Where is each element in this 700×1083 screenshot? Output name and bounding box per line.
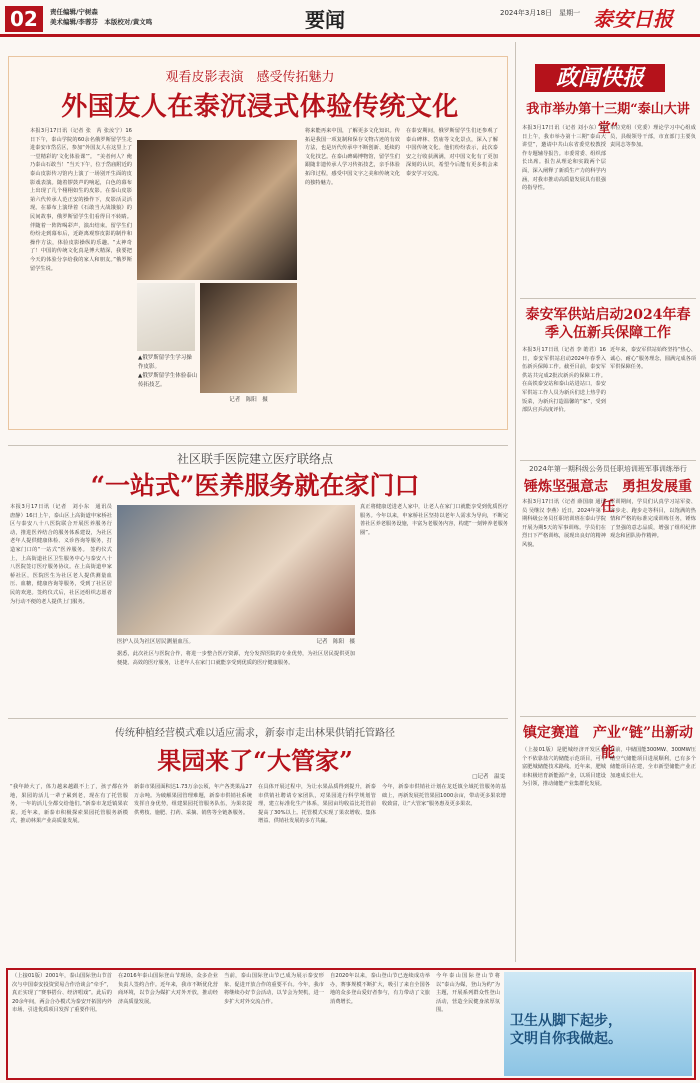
editors-credit [50,7,152,27]
news3-body-2: 军训期间，学员们认真学习站军姿、齐步走、跑步走等科目，以饱满的热情和严格的标准完成训练任务，锤炼了坚强的意志品质，增强了组织纪律观念和团队协作精神。 [610,499,696,540]
news4-body-2: 目前，中储国能300MW、300MW压缩空气储能项目进展顺利，已有多个储能项目在建，全市新型储能产业正加速成长壮大。 [610,747,696,779]
ad-line-1: 卫生从脚下起步， [510,1013,622,1029]
bottom-column-5: 今年泰山国际登山节将以“泰山为媒，登山为约”为主题，开展系列群众性登山活动，营造全民健身浓厚氛围。 [436,973,500,1014]
news2-body-2: 近年来，泰安军供站始终坚持“热心、诚心、耐心”服务理念，圆满完成各项军供保障任务。 [610,347,696,371]
header-rule [0,34,700,37]
caption-medical: 医护人员为社区居民测量血压。 [117,639,195,645]
medical-body-2: 据悉，此次社区与医院合作，将进一步整合医疗资源，充分发挥医院的专业优势，为社区居民提供更加便捷、高效的医疗服务，让老年人在家门口就能享受到优质的医疗健康服务。 [117,651,355,666]
medical-headline: “一站式”医养服务就在家门口 [90,471,420,500]
photo-credit: 记者 陈阳 摄 [229,397,268,403]
orchard-kicker: 传统种植经营模式难以适应需求，新泰市走出林果供销托管路径 [115,728,395,739]
caption-rubbing: ▲俄罗斯留学生体验泰山传拓技艺。 [138,373,198,388]
news3-headline: 锤炼坚强意志 勇担发展重任 [524,479,692,515]
quick-news-badge: 政闻快报 [535,64,665,92]
orchard-column-4: 今年，新泰市供销社计划在龙廷镇全域托管服务的基础上，再新发展托管果园1000余亩，带动更多果农增收致富，让“大管家”服务惠及更多果农。 [382,784,506,808]
feature-column-4: 在泰安期间，俄罗斯留学生们还参观了泰山碑林、岱庙等文化景点，深入了解中国传统文化。他们纷纷表示，此次泰安之行收获满满，对中国文化有了更加深刻的认识，希望今后能有更多机会来泰安学习交流。 [406,128,498,177]
bottom-column-2: 在2016年泰山国际登山节现场，众多企业负责人签约合作。近年来，我市不断优化营商环境，以节会为媒扩大对外开放，推动经济高质量发展。 [118,973,218,1005]
bottom-column-4: 自2020年以来，泰山登山节已连续成功举办，赛事规模不断扩大，吸引了来自全国各地的众多登山爱好者参与，有力带动了文旅消费增长。 [330,973,430,1005]
orchard-column-3: 在具体开展过程中，为让水果品质得到提升，新泰市供销社聘请专家团队，对果园进行科学规划管理，建立标准化生产体系，果园亩均收益比托管前提高了30%以上。托管模式实现了果农增收、集体增益、供销社发展的多方共赢。 [258,784,376,825]
news1-body: 本报3月17日讯（记者 刘小东）16日上午，我市举办第十三期“泰山大讲堂”，邀请中共山东省委党校教授作专题辅导报告。市委常委、组织部长出席。报告从理论和实践两个层面，深入阐释了新质生产力的科学内涵，对我市推动高质量发展具有很强的指导性。 [522,125,606,192]
orchard-byline: □记者 温雯 [472,774,505,780]
editors-line2: 美术编辑/李蓉芬 本版校对/黄文鸣 [50,18,153,26]
bottom-column-1: （上接01版）2001年，泰山国际登山节首次与中国泰安投资贸易合作洽谈会“牵手”，真正实现了“赛事搭台、经济唱戏”。此后的20余年间，两会合办模式为泰安开拓国内外市场、引进优质项目发挥了重要作用。 [12,973,112,1014]
issue-date: 2024年3月18日 星期一 [500,9,581,17]
newspaper-logo: 泰安日报 [593,7,673,31]
section-title: 要闻 [305,8,345,32]
medical-lead: 本报3月17日讯（记者 刘小东 通讯员 唐静）16日上午，泰山区上高街道申家桥社区与泰安八十八医院联合开展医养服务行动，推进医养结合的服务体系建设，为社区老年人提供健康体检、义诊咨询等服务，打造家门口的“一站式”医养服务。 [10,504,118,553]
ad-line-2: 文明自你我做起。 [510,1031,622,1047]
photo-shadow-puppet [137,140,297,280]
medical-body-1: 签约仪式上，上高街道社区卫生服务中心与泰安八十八医院签订医疗服务协议。在上高街道申家桥社区，医院医生为社区老人提供测量血压、血糖，健康咨询等服务，受到了社区居民的欢迎。签约仪式后，社区还组织志愿者为行动不便的老人提供上门服务。 [10,546,112,605]
news2-headline: 泰安军供站启动2024年春季入伍新兵保障工作 [525,307,691,341]
caption-puppet: ▲俄罗斯留学生学习操作皮影。 [138,355,192,370]
feature-column-3: 将来能再来中国，了解更多文化知识。传拓是我国一项复制和保存文物古迹的有效方法，也是历代传承中不断创新、延续的文化技艺。在泰山碑碣博物馆，留学生们跟随非遗传承人学习传拓技艺，亲手体验拓印过程，感受中国文字之美和传统文化的独特魅力。 [305,128,400,186]
news3-kicker: 2024年第一期科级公务员任职培训班军事训练举行 [529,465,687,473]
page-number: 02 [5,6,43,32]
feature-body-1: “美者何人？俺乃泰山石敢当！”当天下午，位于岱庙附近的泰山皮影传习馆内上演了一场别开生面的皮影戏表演。随着锣鼓声的响起，白色的幕布上出现了几个栩栩如生的皮影。在泰山皮影第六代传承人范正安的操作下，皮影活灵活现。在幕布上演绎着《石敢当大战饿狼》的民间故事，俄罗斯留学生们看得目不转睛。 [30,153,132,220]
public-service-ad [504,972,692,1076]
photo-rubbing [200,283,297,393]
divider [520,716,696,717]
feature-body-2: 伴随着一阵阵喝彩声，演出结束。留学生们纷纷走到幕布后，近距离观察皮影的制作和操作方法，体验皮影操纵的乐趣。“太神奇了！中国的传统文化真是博大精深，我要把今天的体验分享给我的家人和朋友。”俄罗斯留学生说。 [30,222,132,272]
news4-body: （上接01版）是肥城经济开发区首个不依靠盐穴的储能示范项目，可丰富肥城储能技术路线。近年来，肥城市积极培育新能源产业，以项目建设为引领，推动储能产业集群化发展。 [522,747,606,788]
photo-medical-service [117,505,355,635]
feature-headline: 外国友人在泰沉浸式体验传统文化 [61,92,459,122]
photo-puppet-figure [137,283,195,351]
medical-column-3: 真正将健康送进老人家中，让老人在家门口就能享受到优质医疗服务。今年以来，申家桥社区坚持以老年人需求为导向，不断完善社区养老服务设施，丰富为老服务内容，构建“一刻钟养老服务圈”。 [360,504,508,536]
medical-photo-credit: 记者 陈阳 摄 [316,639,355,645]
news1-headline: 我市举办第十三期“泰山大讲堂” [526,102,690,136]
divider [8,445,508,446]
divider [520,460,696,461]
news2-body: 本报3月17日讯（记者 李 皓君）16日，泰安军供站启动2024年春季入伍新兵保障工作。截至目前，泰安军供站共完成2批次新兵的保障工作。在高铁泰安站和泰山站进站口，泰安军供站工作人员为新兵们送上热乎的饭菜，为新兵打造温馨的“家”，受到部队官兵高度评价。 [522,347,606,414]
medical-column-1 [10,503,118,713]
editors-line1: 责任编辑/宁树森 [50,8,98,16]
column-divider [515,42,516,962]
news3-body: 本报3月17日讯（记者 薛国康 通讯员 吴继汉 李燕）近日，2024年第一期科级公务员任职培训班在泰山学院开展为期5天的军事训练。学员们在烈日下严格训练，展现出良好的精神风貌。 [522,499,606,548]
feature-kicker: 观看皮影表演 感受传拓魅力 [165,70,335,85]
news4-headline: 镇定赛道 产业“链”出新动能 [522,725,694,761]
medical-kicker: 社区联手医院建立医疗联络点 [176,452,333,466]
orchard-column-2: 新泰市果园面积达1.73万余公顷，年产各类果品27万余吨。为破解果园管理难题，新泰市供销社系统发挥自身优势，组建果园托管服务队伍，为果农提供剪枝、施肥、打药、采摘、销售等全链条服务。 [134,784,252,816]
orchard-column-1: “我年龄大了，体力越来越跟不上了，孩子都在外地，果园的活儿一辈子累到老，现在有了托管服务，一年的活儿全都交给他们。”新泰市龙廷镇果农说。近年来，新泰市积极探索果园托管服务新模式，推动林果产业高质量发展。 [10,784,128,825]
orchard-headline: 果园来了“大管家” [157,746,353,775]
bottom-column-3: 当前，泰山国际登山节已成为展示泰安形象、促进开放合作的重要平台。今年，我市将继续办好节会活动，以节会为契机，进一步扩大对外交流合作。 [224,973,324,1005]
divider [520,298,696,299]
news1-body-2: 单位党组（党委）理论学习中心组成员，县级领导干部，市直部门主要负责同志等参加。 [610,125,696,149]
divider [8,718,508,719]
feature-column-1 [30,127,132,417]
feature-lead: 本报3月17日讯（记者 张 芮 张汝宁）16日下午，泰山学院的60余名俄罗斯留学生走进泰安市岱岳区，参加“外国友人在这里上了一堂精彩的‘文化体验课’”。 [30,128,132,160]
